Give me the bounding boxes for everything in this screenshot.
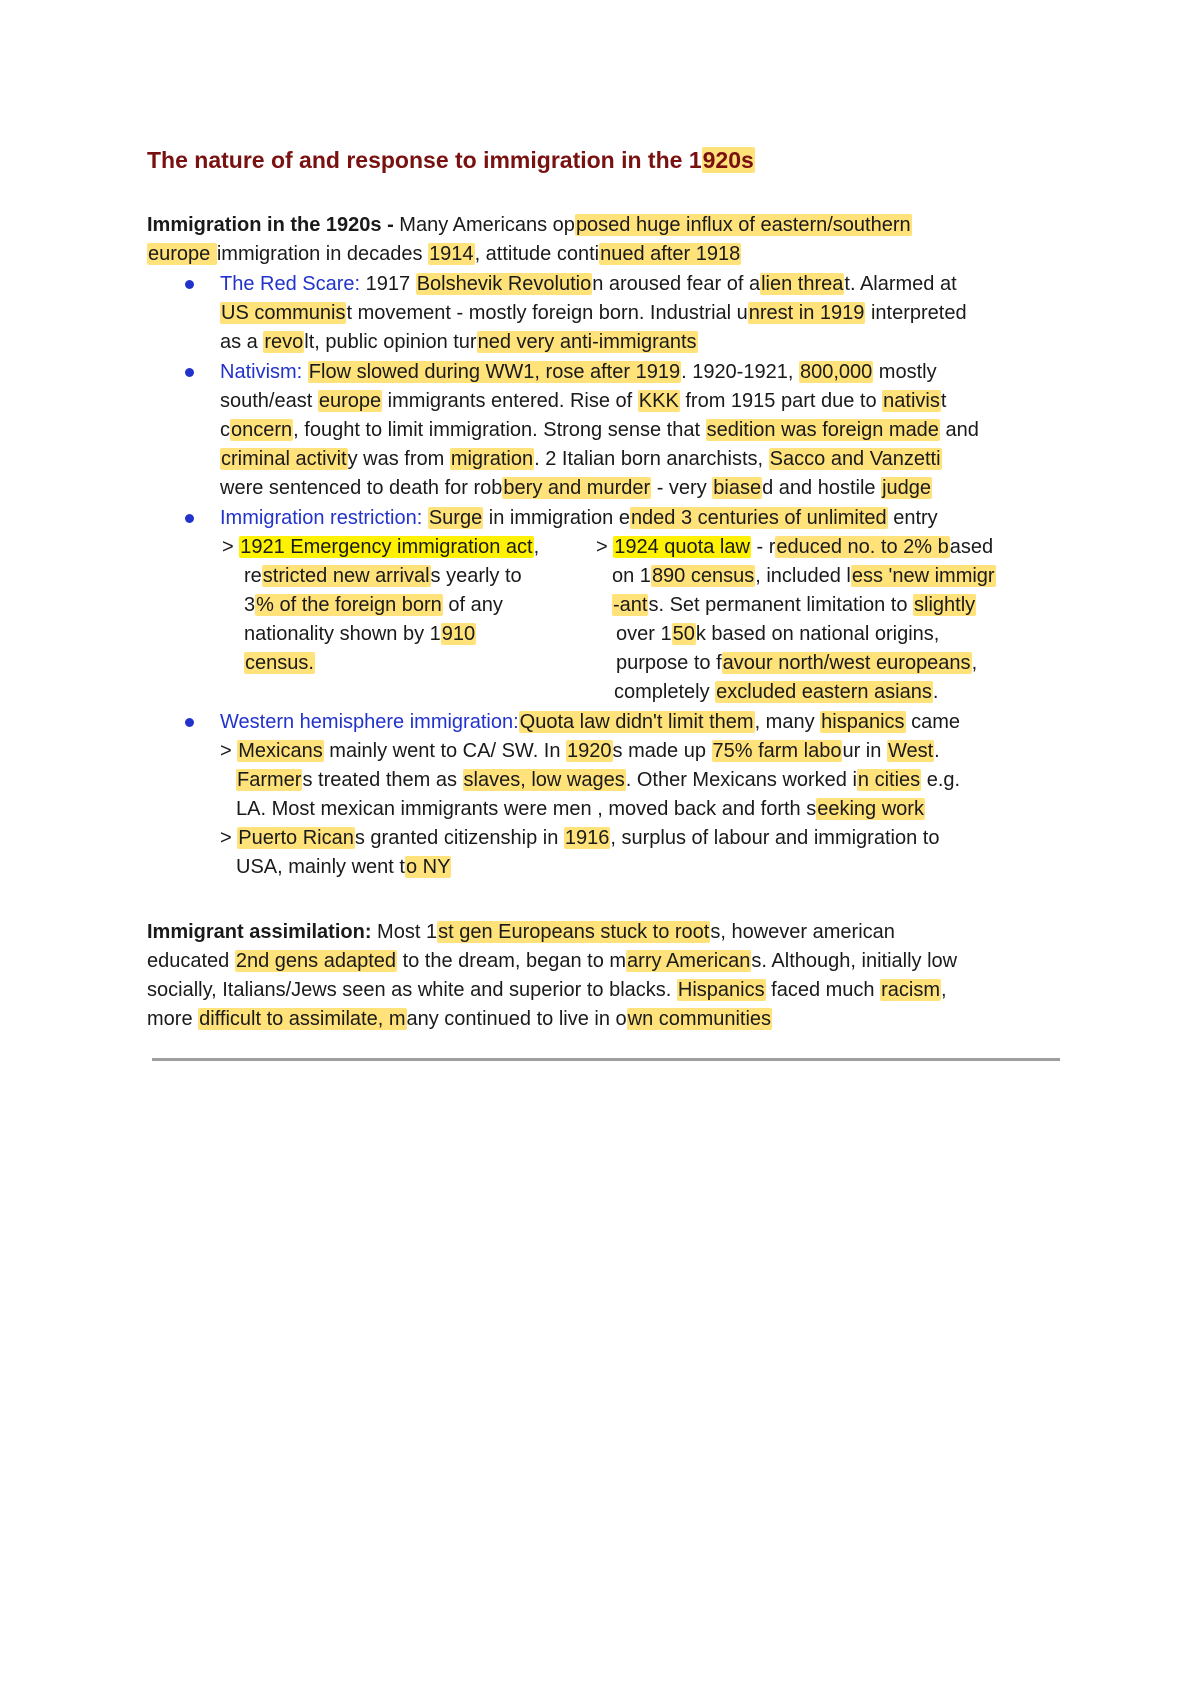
red-scare-line-3: as a revolt, public opinion turned very anti-immigrants (220, 331, 697, 353)
intro-line-2: europe immigration in decades 1914, attitude continued after 1918 (148, 243, 741, 265)
nativism-line-3: concern, fought to limit immigration. Strong sense that sedition was foreign made and (220, 419, 979, 441)
act-1921-line-2: restricted new arrivals yearly to (244, 565, 522, 587)
bullet-icon (185, 280, 194, 289)
assimilation-line-4: more difficult to assimilate, many continued to live in own communities (147, 1008, 772, 1030)
western-line-3: Farmers treated them as slaves, low wages. Other Mexicans worked in cities e.g. (237, 769, 961, 791)
nativism-line-2: south/east europe immigrants entered. Rise of KKK from 1915 part due to nativist (220, 390, 947, 412)
bullet-icon (185, 718, 194, 727)
section-heading: Immigration in the 1920s - (147, 214, 400, 236)
law-1924-line-5: purpose to favour north/west europeans, (616, 652, 978, 674)
law-1924-line-2: on 1890 census, included less 'new immigr (612, 565, 995, 587)
bullet-label: Western hemisphere immigration: (220, 711, 519, 733)
bullet-label: The Red Scare: (220, 273, 361, 295)
bullet-label: Nativism: (220, 361, 303, 383)
red-scare-line-1: The Red Scare: 1917 Bolshevik Revolution aroused fear of alien threat. Alarmed at (220, 273, 957, 295)
western-line-5: > Puerto Ricans granted citizenship in 1916, surplus of labour and immigration to (220, 827, 940, 849)
page-title: The nature of and response to immigration in the 1920s (147, 147, 754, 173)
act-1921-line-5: census. (245, 652, 314, 674)
assimilation-line-3: socially, Italians/Jews seen as white and superior to blacks. Hispanics faced much racism, (147, 979, 947, 1001)
western-line-4: LA. Most mexican immigrants were men , moved back and forth seeking work (236, 798, 924, 820)
western-line-6: USA, mainly went to NY (236, 856, 451, 878)
bullet-icon (185, 514, 194, 523)
nativism-line-5: were sentenced to death for robbery and murder - very biased and hostile judge (220, 477, 932, 499)
act-1921-line-4: nationality shown by 1910 (244, 623, 476, 645)
law-1924-line-4: over 150k based on national origins, (616, 623, 940, 645)
assimilation-line-2: educated 2nd gens adapted to the dream, began to marry Americans. Although, initially low (147, 950, 958, 972)
act-1921-line-1: > 1921 Emergency immigration act, (222, 536, 540, 558)
nativism-line-4: criminal activity was from migration. 2 Italian born anarchists, Sacco and Vanzetti (221, 448, 941, 470)
bullet-label: Immigration restriction: (220, 507, 423, 529)
red-scare-line-2: US communist movement - mostly foreign born. Industrial unrest in 1919 interpreted (221, 302, 967, 324)
law-1924-line-3: -ants. Set permanent limitation to slightly (613, 594, 976, 616)
intro-line-1: Immigration in the 1920s - Many Americans opposed huge influx of eastern/southern (147, 214, 911, 236)
section-heading: Immigrant assimilation: (147, 921, 372, 943)
law-1924-line-6: completely excluded eastern asians. (614, 681, 939, 703)
law-1924-line-1: > 1924 quota law - reduced no. to 2% based (596, 536, 994, 558)
nativism-line-1: Nativism: Flow slowed during WW1, rose after 1919. 1920-1921, 800,000 mostly (220, 361, 937, 383)
highlight: 920s (702, 147, 754, 173)
western-line-1: Western hemisphere immigration:Quota law didn't limit them, many hispanics came (220, 711, 960, 733)
bullet-icon (185, 368, 194, 377)
horizontal-divider (152, 1058, 1060, 1061)
western-line-2: > Mexicans mainly went to CA/ SW. In 1920s made up 75% farm labour in West. (220, 740, 940, 762)
act-1921-line-3: 3% of the foreign born of any (244, 594, 503, 616)
restriction-line-1: Immigration restriction: Surge in immigration ended 3 centuries of unlimited entry (220, 507, 938, 529)
assimilation-line-1: Immigrant assimilation: Most 1st gen Europeans stuck to roots, however american (147, 921, 895, 943)
